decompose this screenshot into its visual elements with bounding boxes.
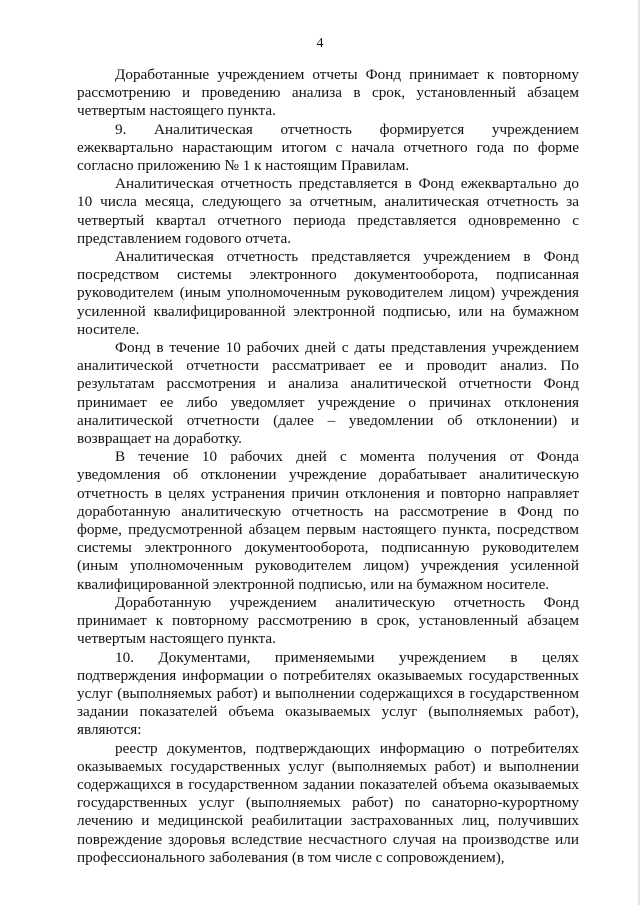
paragraph-item-9: 9. Аналитическая отчетность формируется учреждением ежеквартально нарастающим итогом с начала отчетного года по форме согласно приложению № 1 к настоящим Правилам.	[77, 120, 579, 175]
paragraph-reworked-reports: Доработанные учреждением отчеты Фонд принимает к повторному рассмотрению и проведению анализа в срок, установленный абзацем четвертым настоящего пункта.	[77, 66, 579, 120]
paragraph-fund-review: Фонд в течение 10 рабочих дней с даты представления учреждением аналитической отчетности рассматривает ее и проводит анализ. По результатам рассмотрения и анализа аналитической отчетности Фонд принимает ее либо уведомляет учреждение о причинах отклонения аналитической отчетности (далее – уведомлении об отклонении) и возвращает на доработку.	[77, 339, 579, 448]
paragraph-item-10: 10. Документами, применяемыми учреждением в целях подтверждения информации о потребителях оказываемых государственных услуг (выполняемых работ) и выполнении содержащихся в государственном задании показателей объема оказываемых услуг (выполняемых работ), являются:	[77, 648, 579, 739]
paragraph-repeat-review: Доработанную учреждением аналитическую отчетность Фонд принимает к повторному рассмотрению в срок, установленный абзацем четвертым настоящего пункта.	[77, 593, 579, 648]
paragraph-quarterly-deadline: Аналитическая отчетность представляется в Фонд ежеквартально до 10 числа месяца, следующего за отчетным, аналитическая отчетность за четвертый квартал отчетного периода представляется одновременно с представлением годового отчета.	[77, 175, 579, 247]
paragraph-rework-after-rejection: В течение 10 рабочих дней с момента получения от Фонда уведомления об отклонении учреждение дорабатывает аналитическую отчетность в целях устранения причин отклонения и повторно направляет доработанную аналитическую отчетность на рассмотрение в Фонд по форме, предусмотренной абзацем первым настоящего пункта, посредством системы электронного документооборота, подписанную руководителем (иным уполномоченным руководителем лицом) учреждения усиленной квалифицированной электронной подписью, или на бумажном носителе.	[77, 448, 579, 593]
paragraph-submission-method: Аналитическая отчетность представляется учреждением в Фонд посредством системы электронного документооборота, подписанная руководителем (иным уполномоченным руководителем лицом) учреждения усиленной квалифицированной электронной подписью, или на бумажном носителе.	[77, 248, 579, 338]
page-number: 4	[316, 36, 324, 51]
document-body	[77, 66, 579, 867]
paragraph-document-registry: реестр документов, подтверждающих информацию о потребителях оказываемых государственных услуг (выполняемых работ) и выполнении содержащихся в государственном задании показателей объема оказываемых государственных услуг (выполняемых работ) по санаторно-курортному лечению и медицинской реабилитации застрахованных лиц, получивших повреждение здоровья вследствие несчастного случая на производстве или профессионального заболевания (в том числе с сопровождением),	[77, 739, 579, 866]
